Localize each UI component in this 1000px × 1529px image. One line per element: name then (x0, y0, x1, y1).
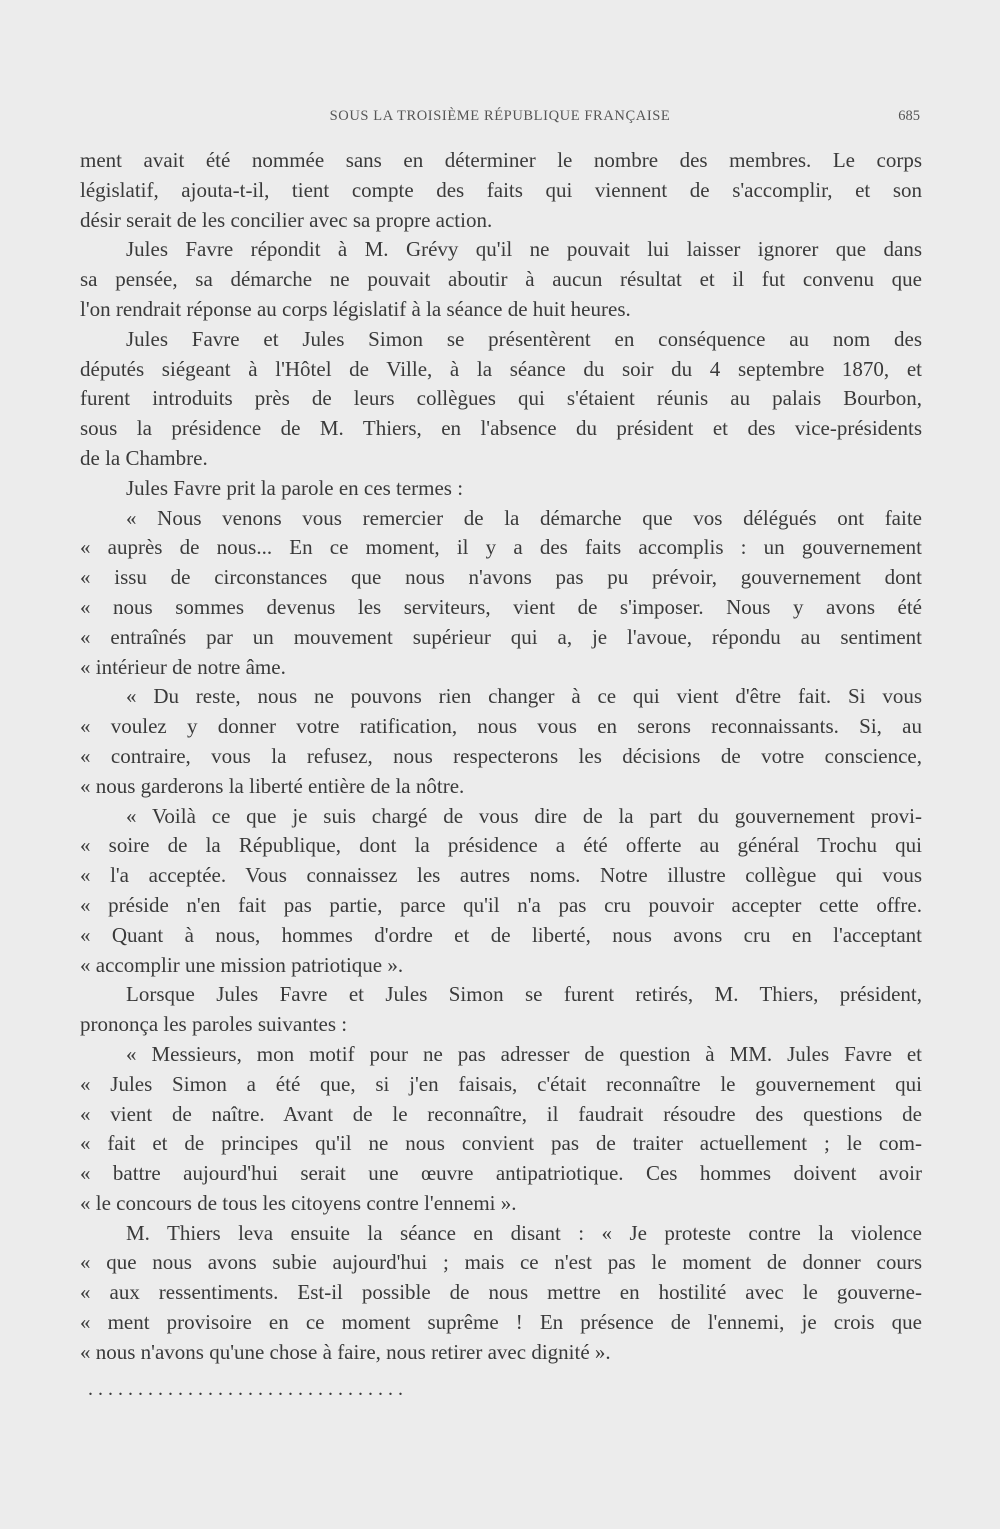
quote-line: « nous n'avons qu'une chose à faire, nous retirer avec dignité ». (80, 1339, 611, 1364)
quote-line: « battre aujourd'hui serait une œuvre antipatriotique. Ces hommes doivent avoir (80, 1161, 922, 1186)
quote-line: « nous garderons la liberté entière de la nôtre. (80, 773, 465, 798)
quote-line: « contraire, vous la refusez, nous respecterons les décisions de votre conscience, (80, 743, 922, 768)
quote-line: « Quant à nous, hommes d'ordre et de liberté, nous avons cru en l'acceptant (80, 922, 922, 947)
quote-line: « aux ressentiments. Est-il possible de nous mettre en hostilité avec le gouverne- (80, 1280, 922, 1305)
text-line: sous la présidence de M. Thiers, en l'absence du président et des vice-présidents (80, 416, 922, 441)
text-line: Jules Favre et Jules Simon se présentèrent en conséquence au nom des (126, 326, 922, 351)
text-line: M. Thiers leva ensuite la séance en disant : « Je proteste contre la violence (126, 1220, 922, 1245)
text-line: Lorsque Jules Favre et Jules Simon se furent retirés, M. Thiers, président, (126, 982, 922, 1007)
quote-line: « voulez y donner votre ratification, nous vous en serons reconnaissants. Si, au (80, 714, 922, 739)
page-number: 685 (898, 108, 920, 124)
running-head (80, 108, 920, 130)
quote-line: « que nous avons subie aujourd'hui ; mais ce n'est pas le moment de donner cours (80, 1250, 922, 1275)
text-line: ment avait été nommée sans en déterminer le nombre des membres. Le corps (80, 148, 922, 172)
quote-line: « fait et de principes qu'il ne nous convient pas de traiter actuellement ; le com- (80, 1131, 922, 1156)
text-line: députés siégeant à l'Hôtel de Ville, à la séance du soir du 4 septembre 1870, et (80, 356, 922, 381)
quote-line: « l'a acceptée. Vous connaissez les autres noms. Notre illustre collègue qui vous (80, 863, 922, 888)
quote-line: « accomplir une mission patriotique ». (80, 952, 404, 977)
ellipsis-row: . . . . . . . . . . . . . . . . . . . . . . . . . . . . . . . . (88, 1378, 403, 1400)
quote-line: « préside n'en fait pas partie, parce qu'il n'a pas cru pouvoir accepter cette offre. (80, 892, 922, 917)
text-line: prononça les paroles suivantes : (80, 1012, 348, 1037)
text-line: législatif, ajouta-t-il, tient compte des faits qui viennent de s'accomplir, et son (80, 177, 922, 202)
text-line: Jules Favre prit la parole en ces termes : (126, 475, 464, 500)
quote-line: « nous sommes devenus les serviteurs, vient de s'imposer. Nous y avons été (80, 594, 922, 619)
text-line: sa pensée, sa démarche ne pouvait aboutir à aucun résultat et il fut convenu que (80, 267, 922, 292)
quote-line: « ment provisoire en ce moment suprême ! En présence de l'ennemi, je crois que (80, 1310, 922, 1335)
text-line: furent introduits près de leurs collègues qui s'étaient réunis au palais Bourbon, (80, 386, 922, 411)
quote-line: « entraînés par un mouvement supérieur qui a, je l'avoue, répondu au sentiment (80, 624, 922, 649)
text-line: de la Chambre. (80, 445, 208, 470)
quote-line: « Messieurs, mon motif pour ne pas adresser de question à MM. Jules Favre et (126, 1041, 922, 1066)
quote-line: « intérieur de notre âme. (80, 654, 286, 679)
quote-line: « le concours de tous les citoyens contre l'ennemi ». (80, 1190, 517, 1215)
quote-line: « Voilà ce que je suis chargé de vous dire de la part du gouvernement provi- (126, 803, 922, 828)
body-text (80, 146, 922, 1368)
quote-line: « Jules Simon a été que, si j'en faisais, c'était reconnaître le gouvernement qui (80, 1071, 922, 1096)
text-line: Jules Favre répondit à M. Grévy qu'il ne pouvait lui laisser ignorer que dans (126, 237, 922, 262)
quote-line: « vient de naître. Avant de le reconnaître, il faudrait résoudre des questions de (80, 1101, 922, 1126)
text-line: désir serait de les concilier avec sa propre action. (80, 207, 493, 232)
quote-line: « auprès de nous... En ce moment, il y a des faits accomplis : un gouvernement (80, 535, 922, 560)
quote-line: « Du reste, nous ne pouvons rien changer à ce qui vient d'être fait. Si vous (126, 684, 922, 709)
quote-line: « soire de la République, dont la présidence a été offerte au général Trochu qui (80, 833, 922, 858)
running-title: SOUS LA TROISIÈME RÉPUBLIQUE FRANÇAISE (329, 108, 671, 124)
quote-line: « issu de circonstances que nous n'avons pas pu prévoir, gouvernement dont (80, 565, 922, 590)
quote-line: « Nous venons vous remercier de la démarche que vos délégués ont faite (126, 505, 922, 530)
text-line: l'on rendrait réponse au corps législatif à la séance de huit heures. (80, 296, 631, 321)
